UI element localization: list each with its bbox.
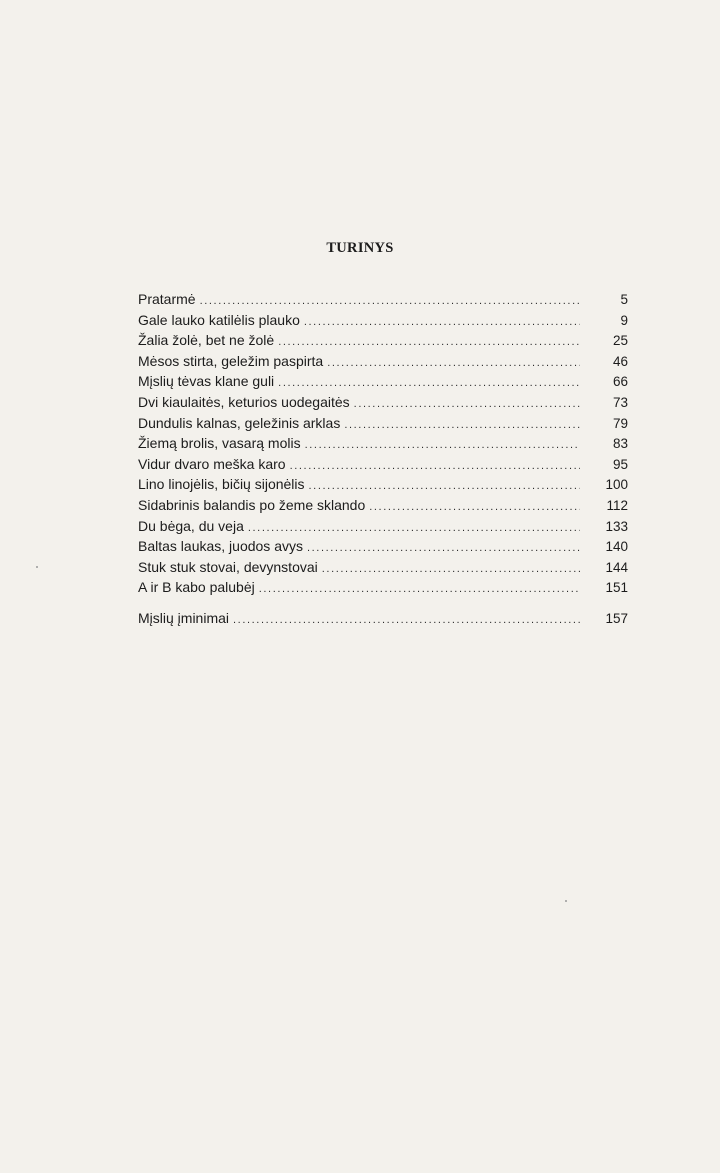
entry-title: Gale lauko katilėlis plauko [138,311,300,328]
paper-speck [36,566,38,568]
table-of-contents [138,289,628,629]
toc-entry [138,557,628,578]
entry-page-number: 9 [620,312,628,328]
toc-entry [138,577,628,598]
entry-page-number: 112 [606,497,628,513]
dot-leader [307,538,580,559]
dot-leader [259,579,580,600]
entry-page-number: 79 [612,415,628,431]
toc-entry [138,371,628,392]
dot-leader [278,373,580,394]
entry-title: Vidur dvaro meška karo [138,455,286,472]
entry-page-number: 25 [612,333,628,349]
toc-entry [138,351,628,372]
entry-title: Dvi kiaulaitės, keturios uodegaitės [138,393,350,410]
dot-leader [304,312,580,333]
entry-title: Pratarmė [138,291,196,307]
dot-leader [233,610,580,631]
entry-page-number: 46 [612,353,628,369]
entry-page-number: 83 [612,436,628,452]
toc-entry [138,330,628,351]
entry-title: Dundulis kalnas, geležinis arklas [138,414,341,431]
entry-page-number: 157 [605,610,628,626]
toc-entry [138,413,628,434]
toc-entry [138,392,628,413]
entry-title: Mįslių tėvas klane guli [138,373,275,390]
dot-leader [305,435,580,456]
dot-leader [322,559,580,580]
dot-leader [309,476,580,497]
dot-leader [290,456,580,477]
entry-page-number: 140 [605,539,628,555]
entry-page-number: 100 [605,477,628,493]
toc-entry [138,310,628,331]
paper-speck [565,900,567,902]
toc-entry [138,433,628,454]
entry-title: Stuk stuk stovai, devynstovai [138,558,318,575]
entry-title: Lino linojėlis, bičių sijonėlis [138,476,305,493]
toc-entry [138,474,628,495]
dot-leader [200,291,580,312]
entry-page-number: 95 [612,456,628,472]
toc-entry [138,608,628,629]
entry-title: Žalia žolė, bet ne žolė [138,332,275,349]
entry-title: Sidabrinis balandis po žeme sklando [138,496,366,513]
entry-title: A ir B kabo palubėj [138,579,255,596]
entry-page-number: 66 [612,374,628,390]
entry-page-number: 144 [605,559,628,575]
dot-leader [354,394,580,415]
toc-entry [138,516,628,537]
toc-entry [138,495,628,516]
dot-leader [327,353,580,374]
entry-page-number: 5 [620,292,628,307]
toc-entry [138,454,628,475]
dot-leader [248,518,580,539]
entry-title: Mėsos stirta, geležim paspirta [138,352,324,369]
dot-leader [369,497,580,518]
entry-title: Du bėga, du veja [138,517,244,534]
toc-heading: TURINYS [326,240,394,256]
dot-leader [344,415,580,436]
toc-entry [138,289,628,310]
entry-title: Mįslių įminimai [138,609,230,626]
dot-leader [278,332,580,353]
entry-page-number: 73 [612,394,628,410]
entry-page-number: 151 [605,580,628,596]
entry-title: Žiemą brolis, vasarą molis [138,435,301,452]
entry-title: Baltas laukas, juodos avys [138,538,303,555]
entry-page-number: 133 [605,518,628,534]
toc-entry [138,536,628,557]
